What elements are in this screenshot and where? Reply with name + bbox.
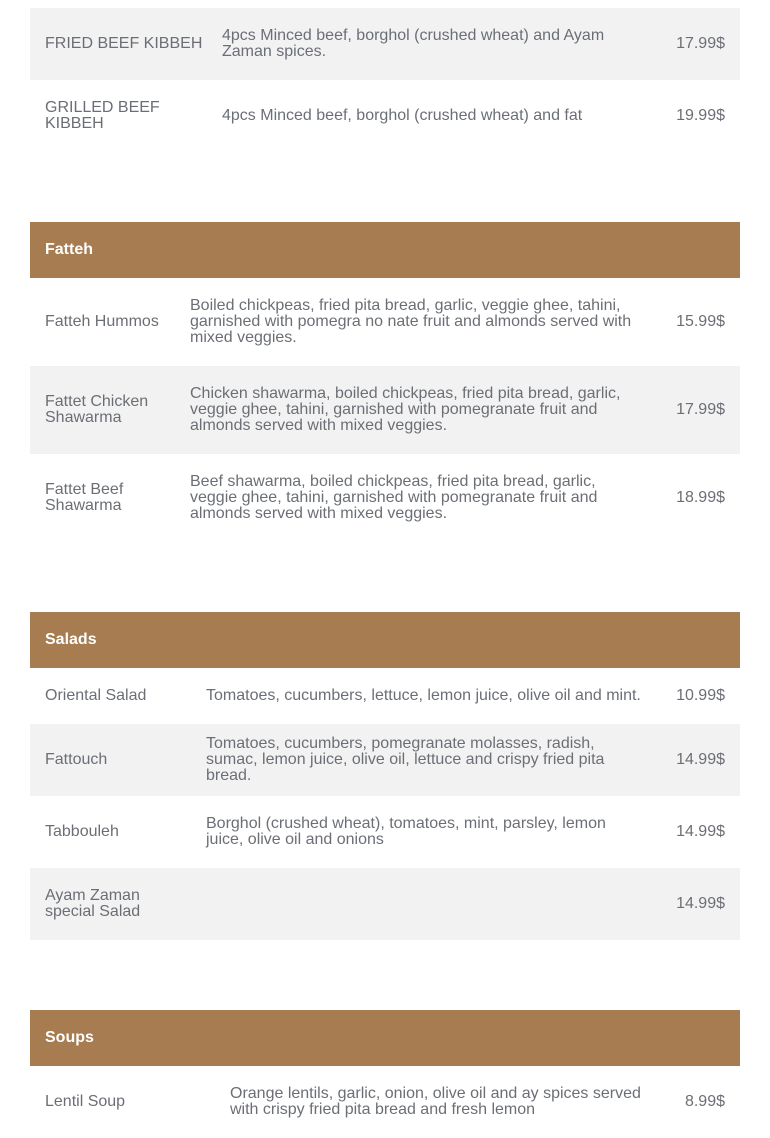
item-price: 14.99$: [676, 895, 725, 912]
menu-row: [30, 8, 740, 80]
menu-row: [30, 724, 740, 796]
item-description: Boiled chickpeas, fried pita bread, garlic, veggie ghee, tahini, garnished with pomegra no nate fruit and almonds served with mixed veggies.: [190, 297, 632, 346]
item-price: 18.99$: [676, 489, 725, 506]
menu-row: [30, 278, 740, 366]
item-price: 17.99$: [676, 35, 725, 52]
item-description: Borghol (crushed wheat), tomatoes, mint, parsley, lemon juice, olive oil and onions: [206, 815, 606, 848]
salads-table: [30, 612, 740, 940]
menu-row: [30, 80, 740, 152]
item-description: Chicken shawarma, boiled chickpeas, fried pita bread, garlic, veggie ghee, tahini, garnished with pomegranate fruit and almonds served with mixed veggies.: [190, 385, 621, 434]
item-name: Oriental Salad: [45, 687, 147, 704]
item-price: 19.99$: [676, 107, 725, 124]
item-name: Fattet Beef Shawarma: [45, 481, 124, 514]
item-name: Tabbouleh: [45, 823, 119, 840]
menu-row: [30, 366, 740, 454]
item-name: Fattouch: [45, 751, 108, 768]
fatteh-table: [30, 222, 740, 542]
item-name: Fattet Chicken Shawarma: [45, 393, 149, 426]
menu-row: [30, 454, 740, 542]
item-price: 14.99$: [676, 751, 725, 768]
item-description: 4pcs Minced beef, borghol (crushed wheat) and fat: [222, 107, 583, 124]
menu-row: [30, 796, 740, 868]
item-description: Orange lentils, garlic, onion, olive oil and ay spices served with crispy fried pita bread and fresh lemon: [230, 1085, 641, 1118]
menu-row: [30, 668, 740, 724]
kibbeh-table: [30, 8, 740, 152]
item-description: Tomatoes, cucumbers, pomegranate molasses, radish, sumac, lemon juice, olive oil, lettuce and crispy fried pita bread.: [206, 735, 605, 784]
item-description: 4pcs Minced beef, borghol (crushed wheat) and Ayam Zaman spices.: [222, 27, 605, 60]
item-name: Ayam Zaman special Salad: [45, 887, 141, 920]
section-header: Salads: [30, 612, 740, 668]
section-header: Fatteh: [30, 222, 740, 278]
item-description: Beef shawarma, boiled chickpeas, fried pita bread, garlic, veggie ghee, tahini, garnished with pomegranate fruit and almonds served with mixed veggies.: [190, 473, 598, 522]
menu-row: [30, 1066, 740, 1138]
item-price: 10.99$: [676, 687, 725, 704]
item-name: Lentil Soup: [45, 1093, 126, 1110]
menu-row: [30, 868, 740, 940]
item-price: 8.99$: [684, 1093, 725, 1110]
item-price: 17.99$: [676, 401, 725, 418]
item-name: FRIED BEEF KIBBEH: [45, 35, 203, 52]
item-price: 14.99$: [676, 823, 725, 840]
section-header: Soups: [30, 1010, 740, 1066]
item-name: Fatteh Hummos: [45, 313, 159, 330]
item-name: GRILLED BEEF KIBBEH: [45, 99, 160, 132]
item-price: 15.99$: [676, 313, 725, 330]
soups-table: [30, 1010, 740, 1138]
item-description: Tomatoes, cucumbers, lettuce, lemon juice, olive oil and mint.: [206, 687, 641, 704]
